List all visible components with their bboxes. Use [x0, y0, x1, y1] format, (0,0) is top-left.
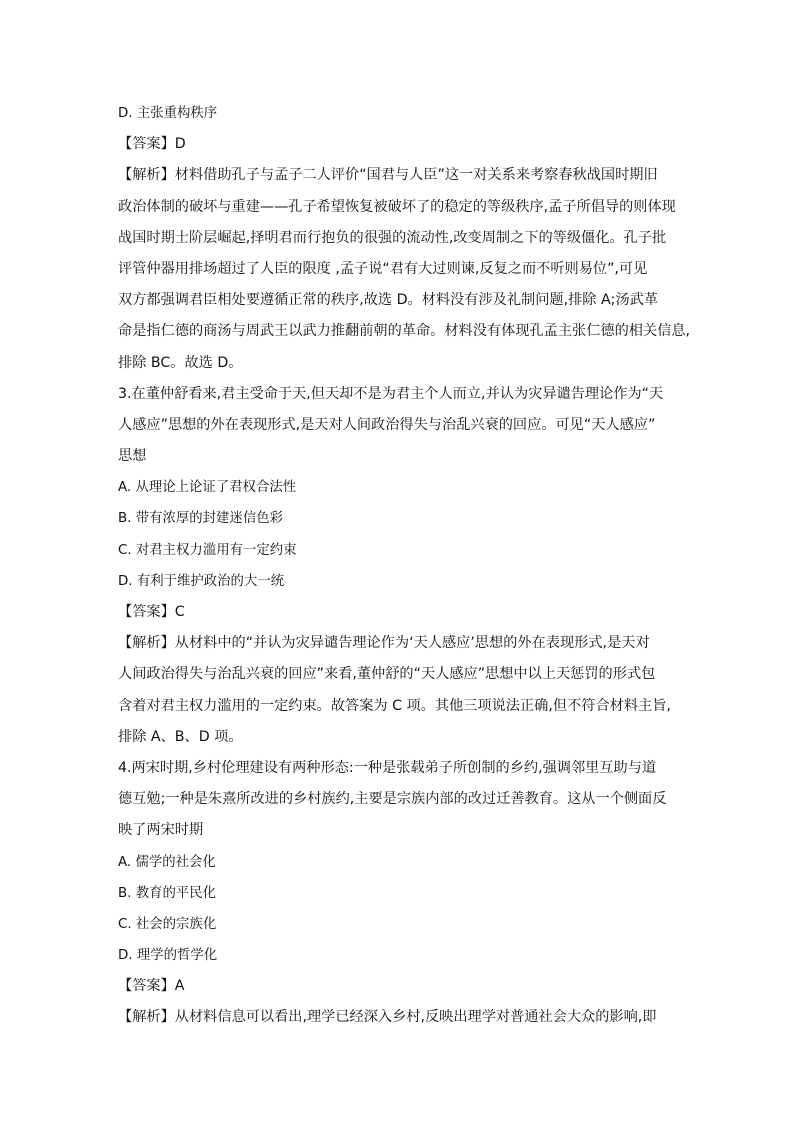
analysis-line: 排除 A、B、D 项。 — [118, 728, 243, 745]
question-3-line: 人感应”思想的外在表现形式,是天对人间政治得失与治乱兴衰的回应。可见“天人感应” — [118, 416, 656, 433]
analysis-line: 命是指仁德的商汤与周武王以武力推翻前朝的革命。材料没有体现孔孟主张仁德的相关信息, — [118, 323, 691, 340]
analysis-line: 【解析】从材料中的“并认为灾异谴告理论作为‘天人感应’思想的外在表现形式,是天对 — [118, 635, 650, 652]
answer-line: 【答案】A — [118, 978, 185, 995]
analysis-line: 双方都强调君臣相处要遵循正常的秩序,故选 D。材料没有涉及礼制问题,排除 A;汤武革 — [118, 292, 659, 309]
analysis-line: 政治体制的破坏与重建——孔子希望恢复被破坏了的稳定的等级秩序,孟子所倡导的则体现 — [118, 198, 676, 215]
question-3-line: 思想 — [118, 448, 147, 465]
question-4-line: 映了两宋时期 — [118, 822, 204, 839]
option-b: B. 带有浓厚的封建迷信色彩 — [118, 511, 283, 527]
question-4-line: 4.两宋时期,乡村伦理建设有两种形态:一种是张载弟子所创制的乡约,强调邻里互助与道 — [118, 759, 657, 776]
option-c: C. 对君主权力滥用有一定约束 — [118, 542, 297, 558]
analysis-line: 含着对君主权力滥用的一定约束。故答案为 C 项。其他三项说法正确,但不符合材料主旨, — [118, 697, 671, 714]
analysis-line: 【解析】材料借助孔子与孟子二人评价“国君与人臣”这一对关系来考察春秋战国时期旧 — [118, 167, 658, 184]
answer-line: 【答案】C — [118, 604, 185, 620]
analysis-line: 评管仲器用排场超过了人臣的限度 ,孟子说“君有大过则谏,反复之而不听则易位”,可见 — [118, 260, 648, 277]
option-d: D. 有利于维护政治的大一统 — [118, 573, 285, 589]
analysis-line: 战国时期士阶层崛起,择明君而行抱负的很强的流动性,改变周制之下的等级僵化。孔子批 — [118, 229, 667, 246]
answer-line: 【答案】D — [118, 136, 186, 153]
question-4-line: 德互勉;一种是朱熹所改进的乡村族约,主要是宗族内部的改过迁善教育。这从一个侧面反 — [118, 791, 667, 808]
question-3-line: 3.在董仲舒看来,君主受命于天,但天却不是为君主个人而立,并认为灾异谴告理论作为“天 — [118, 385, 664, 402]
document-page — [118, 98, 691, 1034]
analysis-line: 【解析】从材料信息可以看出,理学已经深入乡村,反映出理学对普通社会大众的影响,即 — [118, 1009, 657, 1026]
option-b: B. 教育的平民化 — [118, 885, 217, 901]
option-d: D. 主张重构秩序 — [118, 106, 218, 121]
analysis-line: 人间政治得失与治乱兴衰的回应”来看,董仲舒的“天人感应”思想中以上天惩罚的形式包 — [118, 666, 656, 683]
option-d: D. 理学的哲学化 — [118, 948, 218, 964]
option-a: A. 从理论上论证了君权合法性 — [118, 480, 297, 496]
analysis-line: 排除 BC。故选 D。 — [118, 354, 243, 371]
option-c: C. 社会的宗族化 — [118, 916, 217, 932]
option-a: A. 儒学的社会化 — [118, 854, 216, 870]
